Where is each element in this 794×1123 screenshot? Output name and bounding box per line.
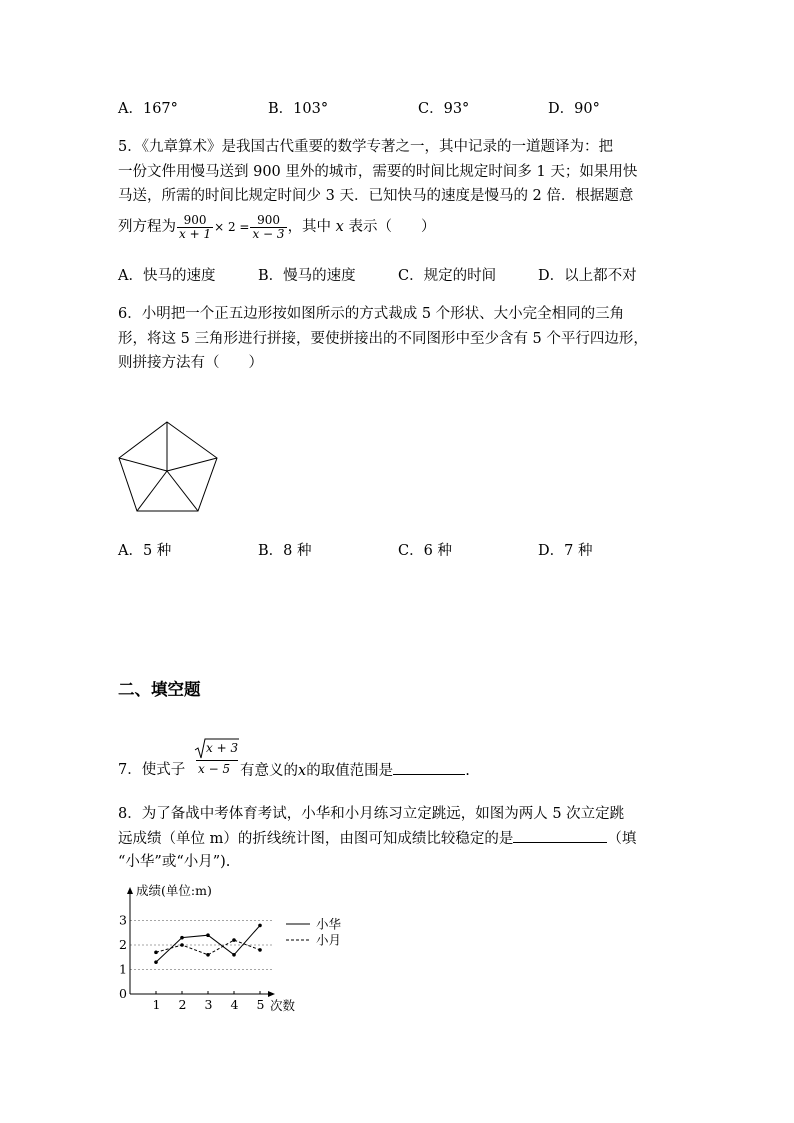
q5-fraction-2-numerator: 900 xyxy=(250,214,286,228)
section-2-title: 二、填空题 xyxy=(118,680,201,699)
q8-answer-blank[interactable] xyxy=(513,828,607,843)
q5-fraction-1-denominator: x + 1 xyxy=(179,226,212,241)
q4-option-b: B．103° xyxy=(268,101,329,117)
x-tick-label-1: 1 xyxy=(152,997,161,1012)
q8-line-2-text: 远成绩（单位 m）的折线统计图，由图可知成绩比较稳定的是 xyxy=(118,831,514,847)
series-group xyxy=(154,924,262,964)
q7-mid: 有意义的 xyxy=(240,763,298,779)
q6-option-a: A．5 种 xyxy=(118,543,172,559)
q5-times-two: × 2 = xyxy=(214,220,250,234)
q5-option-b: B．慢马的速度 xyxy=(258,268,356,284)
series-1-point-3 xyxy=(206,953,210,957)
series-1-point-2 xyxy=(180,943,184,947)
series-1-point-5 xyxy=(258,948,262,952)
y-axis-label: 成绩(单位:m) xyxy=(136,883,212,898)
series-0-point-4 xyxy=(232,953,236,957)
y-ticks xyxy=(119,913,127,1002)
x-axis-label: 次数 xyxy=(270,998,296,1013)
q5-option-a: A．快马的速度 xyxy=(118,268,216,284)
pentagon-cut-3 xyxy=(137,471,167,511)
q4-option-c: C．93° xyxy=(418,101,470,117)
x-tick-label-2: 2 xyxy=(178,997,187,1012)
y-tick-label-3: 3 xyxy=(119,912,127,928)
q7-denominator: x − 5 xyxy=(198,762,231,776)
q5-equation-mid: ，其中 xyxy=(287,219,332,235)
y-tick-label-2: 2 xyxy=(119,937,127,952)
pentagon-cut-2 xyxy=(119,458,167,471)
y-tick-label-0: 0 xyxy=(119,986,127,1001)
line-chart xyxy=(110,882,360,1020)
series-0-point-1 xyxy=(154,960,158,964)
q5-line-2: 一份文件用慢马送到 900 里外的城市，需要的时间比规定时间多 1 天；如果用快 xyxy=(118,164,638,180)
q7-prefix: 7．使式子 xyxy=(118,762,186,778)
q5-equation-line xyxy=(118,212,435,242)
legend-label-0: 小华 xyxy=(316,916,342,932)
q5-equation-suffix: 表示（ ） xyxy=(348,219,436,235)
pentagon-figure xyxy=(112,416,224,516)
pentagon-cut-4 xyxy=(167,471,198,511)
q6-line-3: 则拼接方法有（ ） xyxy=(118,355,263,371)
q6-option-c: C．6 种 xyxy=(398,543,452,559)
q5-option-d: D．以上都不对 xyxy=(538,268,637,284)
y-tick-label-1: 1 xyxy=(119,961,127,977)
q8-line-2 xyxy=(118,828,636,849)
series-1-point-1 xyxy=(154,951,158,955)
q6-option-b: B．8 种 xyxy=(258,543,312,559)
x-tick-label-4: 4 xyxy=(230,997,239,1012)
q8-line-2-end: （填 xyxy=(607,831,637,847)
q5-option-c: C．规定的时间 xyxy=(398,268,497,284)
q6-line-2: 形，将这 5 三角形进行拼接，要使拼接出的不同图形中至少含有 5 个平行四边形， xyxy=(118,331,648,347)
series-1-point-4 xyxy=(232,938,236,942)
q6-option-d: D．7 种 xyxy=(538,543,593,559)
q5-fraction-2-denominator: x − 3 xyxy=(252,226,285,241)
q7-suffix: 的取值范围是 xyxy=(306,763,394,779)
q7-sqrt-content: x + 3 xyxy=(206,741,239,755)
x-tick-label-5: 5 xyxy=(256,997,265,1012)
q5-fraction-1-numerator: 900 xyxy=(177,214,213,228)
pentagon-cut-5 xyxy=(167,458,217,471)
q5-fraction-1 xyxy=(177,214,213,241)
series-0-point-2 xyxy=(180,936,184,940)
q8-line-1: 8．为了备战中考体育考试，小华和小月练习立定跳远，如图为两人 5 次立定跳 xyxy=(118,806,625,822)
q7-fraction-bar xyxy=(196,760,238,761)
q7-end: . xyxy=(465,763,470,779)
q6-line-1: 6．小明把一个正五边形按如图所示的方式裁成 5 个形状、大小完全相同的三角 xyxy=(118,306,625,322)
q5-equation-prefix: 列方程为 xyxy=(118,219,176,235)
q7-radical-fraction xyxy=(194,737,240,779)
q4-option-d: D．90° xyxy=(548,101,600,117)
series-0-point-5 xyxy=(258,924,262,928)
pentagon-outline xyxy=(119,422,217,511)
q5-line-3: 马送，所需的时间比规定时间少 3 天．已知快马的速度是慢马的 2 倍．根据题意 xyxy=(118,188,634,204)
legend xyxy=(286,917,342,948)
q5-fraction-2 xyxy=(250,214,286,241)
q7-answer-blank[interactable] xyxy=(393,760,465,775)
legend-label-1: 小月 xyxy=(316,932,342,948)
q5-variable-x: x xyxy=(335,219,344,235)
chart-grid xyxy=(130,921,274,970)
q7-text xyxy=(240,760,470,781)
x-tick-label-3: 3 xyxy=(204,997,213,1012)
q5-line-1: 5．《九章算术》是我国古代重要的数学专著之一，其中记录的一道题译为：把 xyxy=(118,139,613,155)
series-0-point-3 xyxy=(206,933,210,937)
q4-option-a: A．167° xyxy=(118,101,178,117)
q7-variable-x: x xyxy=(298,763,307,779)
q8-line-3: “小华”或“小月”). xyxy=(118,854,231,870)
